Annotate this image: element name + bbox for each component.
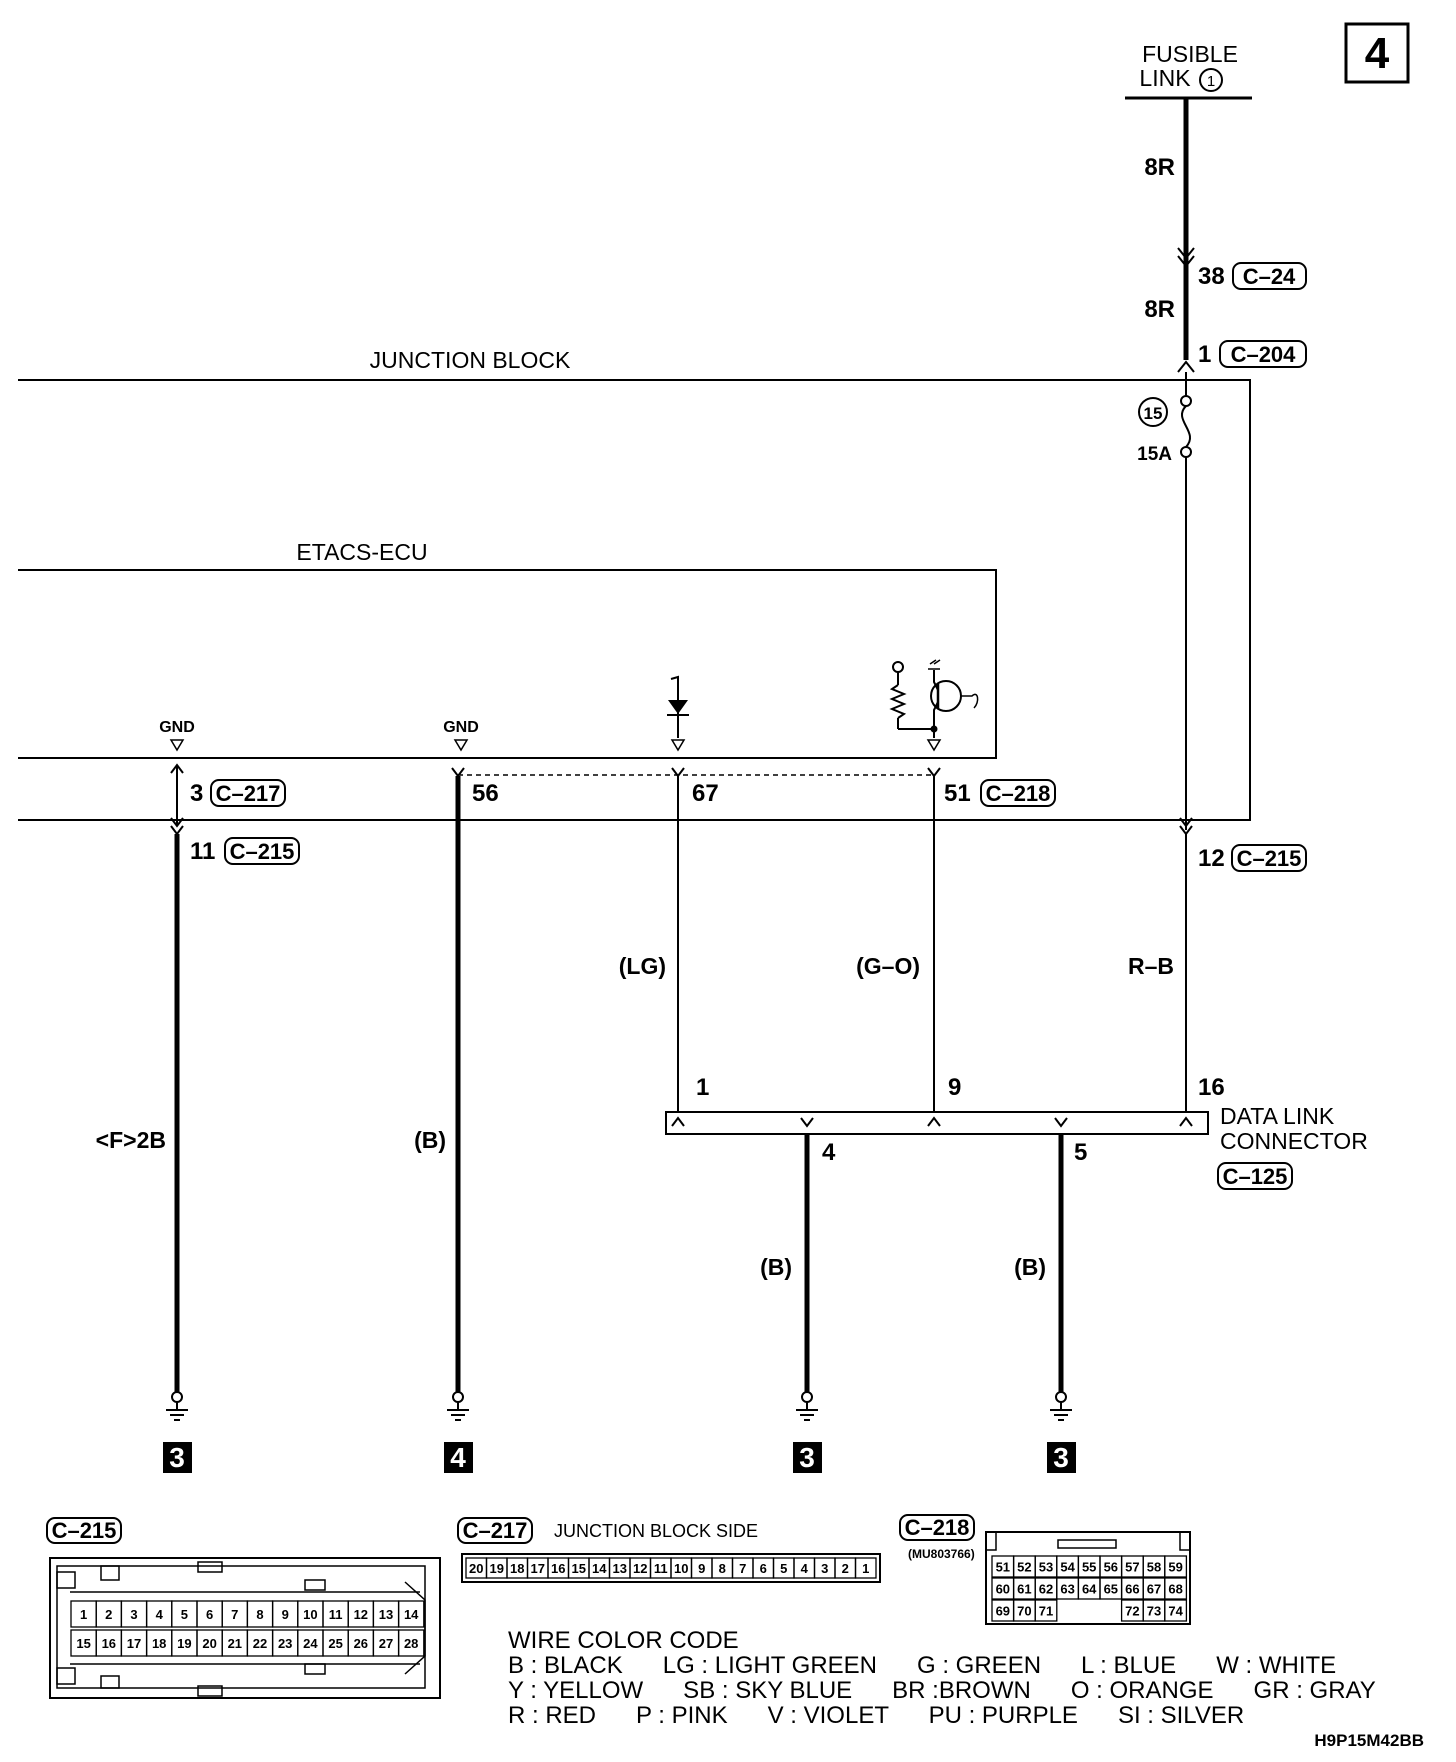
dlc-pin1: 1 xyxy=(696,1074,710,1101)
c215-pin-23: 23 xyxy=(277,1636,293,1651)
c217-pin-8: 8 xyxy=(718,1561,726,1576)
c217-pin-17: 17 xyxy=(530,1561,545,1576)
fusible-link-label-2: LINK xyxy=(1139,65,1191,91)
dlc-pin4: 4 xyxy=(822,1139,836,1166)
pin56-label: 56 xyxy=(472,780,499,807)
wire-label-b2: (B) xyxy=(760,1254,792,1280)
c204-pin: 1 xyxy=(1198,341,1212,368)
wire-label-go: (G–O) xyxy=(856,953,920,979)
c217-pin-4: 4 xyxy=(800,1561,808,1576)
wire-label-lg: (LG) xyxy=(618,953,666,979)
resistor-icon xyxy=(892,685,904,718)
c217-pin-1: 1 xyxy=(862,1561,870,1576)
c217-pin-11: 11 xyxy=(653,1561,668,1576)
transistor-signal-icon xyxy=(961,694,978,708)
c215-pin-2: 2 xyxy=(105,1607,113,1622)
gnd-arrow-1 xyxy=(171,740,183,750)
pullup-terminal xyxy=(893,662,903,672)
c218-pin-54: 54 xyxy=(1060,1559,1075,1575)
c218-pin-73: 73 xyxy=(1146,1603,1162,1619)
c218-pin-70: 70 xyxy=(1017,1603,1032,1619)
c217-pin-7: 7 xyxy=(739,1561,747,1576)
wire-color-code-line2: Y : YELLOW SB : SKY BLUE BR :BROWN O : ORANGE GR : GRAY xyxy=(508,1677,1376,1704)
c217-pin-6: 6 xyxy=(759,1561,767,1576)
c217-pin-16: 16 xyxy=(551,1561,566,1576)
c215b-pin: 12 xyxy=(1198,845,1225,872)
c218-pin-64: 64 xyxy=(1081,1581,1097,1597)
wire-label-8r-top: 8R xyxy=(1144,154,1175,181)
fuse-rating: 15A xyxy=(1137,444,1172,465)
c217-pin-10: 10 xyxy=(674,1561,689,1576)
wire-label-b1: (B) xyxy=(414,1127,446,1153)
c215-pin-11: 11 xyxy=(328,1607,343,1622)
c125-id: C–125 xyxy=(1222,1164,1288,1189)
c215-pin-8: 8 xyxy=(256,1607,264,1622)
c215-pin-6: 6 xyxy=(205,1607,214,1622)
c215a-id: C–215 xyxy=(229,839,295,864)
c24-id: C–24 xyxy=(1242,264,1296,289)
c215-pin-26: 26 xyxy=(353,1636,369,1651)
c215-connector-face xyxy=(50,1558,440,1698)
wire-color-code-line1: B : BLACK LG : LIGHT GREEN G : GREEN L : BLUE W : WHITE xyxy=(508,1652,1337,1679)
c215-pin-25: 25 xyxy=(328,1636,343,1651)
c215-view-title: C–215 xyxy=(51,1518,117,1543)
dlc-pin9-mark xyxy=(928,1118,940,1126)
dlc-pin5: 5 xyxy=(1074,1139,1088,1166)
diode-icon xyxy=(668,700,688,714)
c218-pin-57: 57 xyxy=(1125,1559,1140,1575)
c215-pin-27: 27 xyxy=(378,1636,394,1651)
c215-pin-7: 7 xyxy=(231,1607,239,1622)
fuse-element xyxy=(1182,406,1190,447)
transistor-arrow xyxy=(928,740,940,750)
wire-color-code-title: WIRE COLOR CODE xyxy=(508,1627,739,1654)
c218-pin-59: 59 xyxy=(1168,1559,1183,1575)
c215-pin-13: 13 xyxy=(378,1607,394,1622)
ground-ref-4: 3 xyxy=(1053,1442,1069,1473)
fuse-terminal-bottom xyxy=(1181,447,1191,457)
c218-pin-67: 67 xyxy=(1146,1581,1162,1597)
c218-pin-53: 53 xyxy=(1038,1559,1054,1575)
c215-pin-9: 9 xyxy=(281,1607,289,1622)
c217-id: C–217 xyxy=(215,781,281,806)
c218-pin-71: 71 xyxy=(1038,1603,1054,1619)
c215-pin-17: 17 xyxy=(126,1636,142,1651)
c215-pin-12: 12 xyxy=(353,1607,369,1622)
wire-label-b3: (B) xyxy=(1014,1254,1046,1280)
junction-block-label: JUNCTION BLOCK xyxy=(369,347,571,373)
c217-pin-15: 15 xyxy=(571,1561,586,1576)
dlc-pin1-mark xyxy=(672,1118,684,1126)
gnd-label-2: GND xyxy=(443,719,479,736)
c217-pin: 3 xyxy=(190,780,204,807)
gnd-label-1: GND xyxy=(159,719,195,736)
dlc-pin9: 9 xyxy=(948,1074,962,1101)
c218-pin-69: 69 xyxy=(995,1603,1011,1619)
c215b-id: C–215 xyxy=(1236,846,1302,871)
c215-pin-14: 14 xyxy=(403,1607,419,1622)
pin67-mark xyxy=(672,768,684,776)
etacs-label: ETACS-ECU xyxy=(296,539,428,565)
fuse-terminal-top xyxy=(1181,396,1191,406)
c218-connector-face xyxy=(986,1532,1190,1624)
transistor-top-mark xyxy=(928,660,940,669)
c218-pin-74: 74 xyxy=(1168,1603,1183,1619)
c217-pin-19: 19 xyxy=(489,1561,504,1576)
c217-pin-12: 12 xyxy=(633,1561,648,1576)
dlc-label-2: CONNECTOR xyxy=(1220,1128,1368,1154)
c217-pin-20: 20 xyxy=(469,1561,484,1576)
c217-pin-3: 3 xyxy=(821,1561,829,1576)
c218-pin-63: 63 xyxy=(1060,1581,1075,1597)
c218-pin-62: 62 xyxy=(1038,1581,1054,1597)
c215-pin-20: 20 xyxy=(202,1636,217,1651)
c218-pin-52: 52 xyxy=(1017,1559,1032,1575)
dlc-pin16-mark xyxy=(1180,1118,1192,1126)
ground-symbol-3 xyxy=(796,1392,818,1420)
wire-label-rb: R–B xyxy=(1127,953,1174,979)
c215a-pin: 11 xyxy=(190,838,216,865)
c218-pin-61: 61 xyxy=(1017,1581,1032,1597)
wire-label-f2b: <F>2B xyxy=(95,1127,166,1153)
c215-pin-28: 28 xyxy=(403,1636,419,1651)
c218-pin-65: 65 xyxy=(1103,1581,1119,1597)
diode-arrow xyxy=(672,740,684,750)
ground-symbol-4 xyxy=(1050,1392,1072,1420)
c215-pin-19: 19 xyxy=(177,1636,192,1651)
ground-symbol-2 xyxy=(447,1392,469,1420)
c217-pin-9: 9 xyxy=(698,1561,706,1576)
connector-c204-mark xyxy=(1178,362,1194,372)
c218-pin-56: 56 xyxy=(1103,1559,1119,1575)
page-number: 4 xyxy=(1364,29,1390,78)
c218-pin-55: 55 xyxy=(1081,1559,1097,1575)
c218-pin-68: 68 xyxy=(1168,1581,1183,1597)
wire-label-8r-mid: 8R xyxy=(1144,296,1175,323)
pin67-label: 67 xyxy=(692,780,719,807)
c204-id: C–204 xyxy=(1230,342,1296,367)
c215-pin-10: 10 xyxy=(303,1607,318,1622)
c215-pin-16: 16 xyxy=(101,1636,117,1651)
c215-pin-18: 18 xyxy=(151,1636,167,1651)
c215-pin-1: 1 xyxy=(79,1607,88,1622)
figure-code: H9P15M42BB xyxy=(1314,1731,1424,1750)
ground-ref-2: 4 xyxy=(450,1442,466,1473)
ground-ref-1: 3 xyxy=(169,1442,185,1473)
c217-connector-face xyxy=(462,1554,880,1582)
c215-pin-3: 3 xyxy=(130,1607,138,1622)
c215-pin-21: 21 xyxy=(227,1636,243,1651)
c218-pin-72: 72 xyxy=(1125,1603,1140,1619)
fusible-link-number: 1 xyxy=(1206,73,1216,90)
fuse-number: 15 xyxy=(1143,404,1163,423)
c217-pin-18: 18 xyxy=(510,1561,525,1576)
c218-pin-60: 60 xyxy=(995,1581,1011,1597)
ground-ref-3: 3 xyxy=(799,1442,815,1473)
c217-pin-2: 2 xyxy=(841,1561,849,1576)
c218-pin: 51 xyxy=(944,780,971,807)
junction-block-outline xyxy=(18,380,1250,820)
c215-pin-24: 24 xyxy=(303,1636,318,1651)
c218-pin-51: 51 xyxy=(995,1559,1011,1575)
c24-pin: 38 xyxy=(1198,263,1225,290)
fusible-link-label-1: FUSIBLE xyxy=(1142,41,1238,67)
c218-view-title: C–218 xyxy=(904,1515,970,1540)
c217-pin-13: 13 xyxy=(612,1561,627,1576)
dlc-pin4-mark xyxy=(801,1118,813,1126)
c215-pin-4: 4 xyxy=(155,1607,163,1622)
ground-symbol-1 xyxy=(166,1392,188,1420)
c218-id: C–218 xyxy=(985,781,1051,806)
gnd-arrow-2 xyxy=(455,740,467,750)
c217-pin-5: 5 xyxy=(780,1561,788,1576)
c215-pin-15: 15 xyxy=(76,1636,91,1651)
wire-color-code-line3: R : RED P : PINK V : VIOLET PU : PURPLE SI : SILVER xyxy=(508,1702,1245,1729)
c217-view-side-label: JUNCTION BLOCK SIDE xyxy=(554,1521,759,1541)
c217-pin-14: 14 xyxy=(592,1561,607,1576)
c215-pin-5: 5 xyxy=(180,1607,189,1622)
dlc-label-1: DATA LINK xyxy=(1220,1103,1335,1129)
c218-pin-58: 58 xyxy=(1146,1559,1162,1575)
c218-view-part: (MU803766) xyxy=(908,1547,975,1561)
c217-view-title: C–217 xyxy=(462,1518,528,1543)
c218-pin-66: 66 xyxy=(1125,1581,1140,1597)
dlc-pin16: 16 xyxy=(1198,1074,1225,1101)
c215-pin-22: 22 xyxy=(252,1636,268,1651)
dlc-pin5-mark xyxy=(1055,1118,1067,1126)
